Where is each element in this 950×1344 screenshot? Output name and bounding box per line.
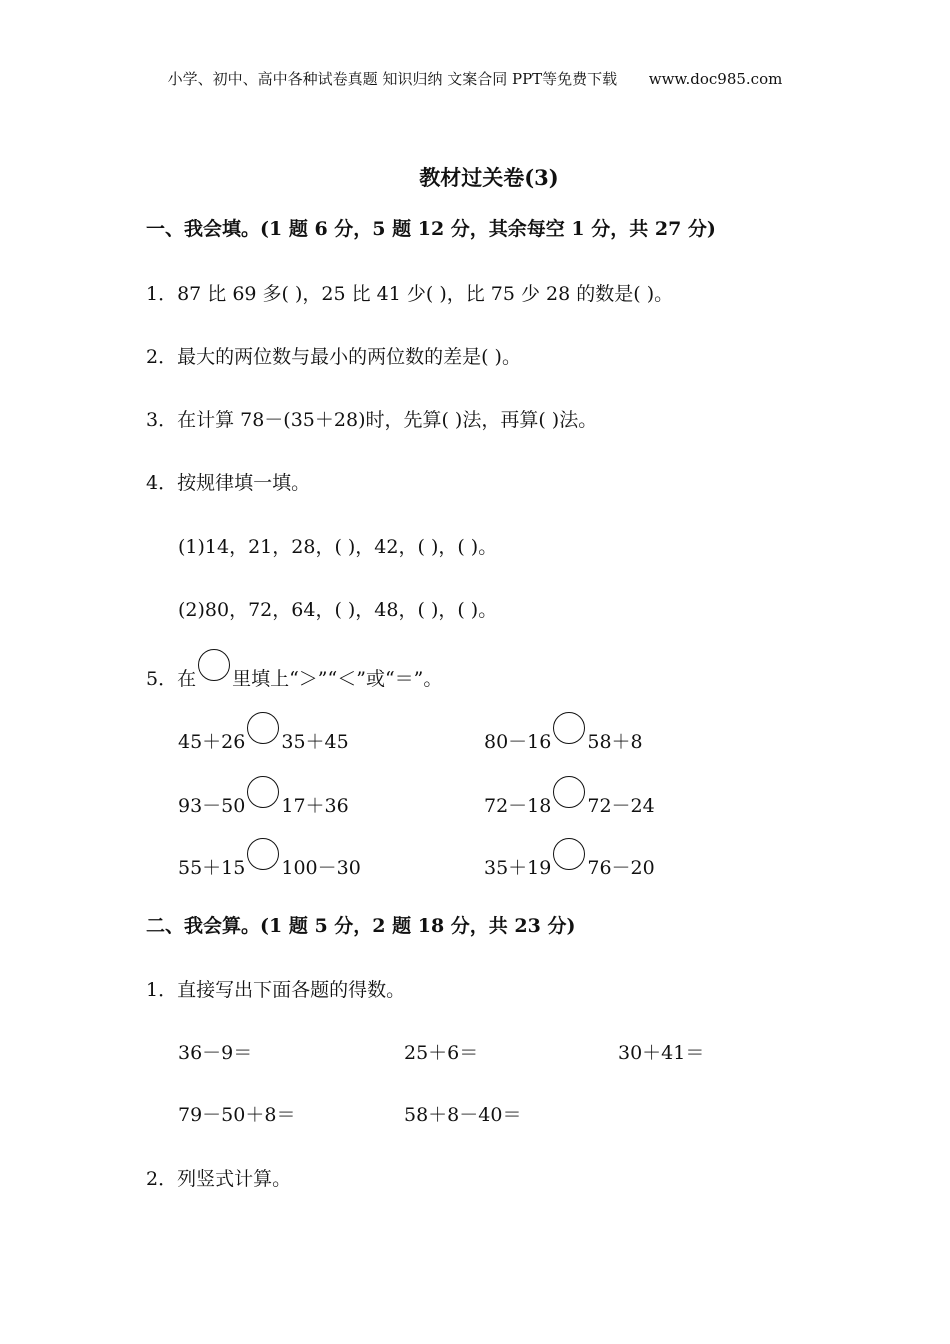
question-1-4-part2: (2)80，72，64，( )，48，( )，( )。: [178, 599, 498, 621]
calc-item: 58＋8－40＝: [404, 1104, 522, 1126]
question-1-4-part1: (1)14，21，28，( )，42，( )，( )。: [178, 536, 498, 558]
compare-right: 72－24: [587, 795, 655, 817]
compare-left: 35＋19: [484, 857, 552, 879]
compare-left: 72－18: [484, 795, 552, 817]
answer-circle[interactable]: [553, 776, 585, 808]
compare-item: [178, 846, 361, 880]
compare-item: [484, 784, 655, 818]
calc-item: 30＋41＝: [618, 1042, 705, 1064]
compare-left: 93－50: [178, 795, 246, 817]
page-header: [0, 68, 950, 89]
question-1-1: 1．87 比 69 多( )，25 比 41 少( )，比 75 少 28 的数是( )。: [146, 283, 674, 305]
section2-heading: 二、我会算。(1 题 5 分，2 题 18 分，共 23 分): [146, 915, 576, 937]
question-2-1: 1．直接写出下面各题的得数。: [146, 979, 406, 1001]
question-1-4: 4．按规律填一填。: [146, 472, 311, 494]
compare-left: 55＋15: [178, 857, 246, 879]
answer-circle[interactable]: [247, 776, 279, 808]
calc-item: 36－9＝: [178, 1042, 253, 1064]
question-1-5-prefix: 5．在: [146, 668, 197, 690]
question-1-5: [146, 657, 442, 691]
answer-circle: [198, 649, 230, 681]
compare-right: 76－20: [587, 857, 655, 879]
question-1-2: 2．最大的两位数与最小的两位数的差是( )。: [146, 346, 521, 368]
question-1-5-suffix: 里填上“＞”“＜”或“＝”。: [232, 668, 443, 690]
compare-right: 58＋8: [587, 731, 643, 753]
compare-item: [484, 720, 643, 754]
compare-right: 100－30: [281, 857, 361, 879]
answer-circle[interactable]: [553, 712, 585, 744]
answer-circle[interactable]: [553, 838, 585, 870]
page-title: 教材过关卷(3): [419, 165, 559, 190]
calc-item: 25＋6＝: [404, 1042, 479, 1064]
compare-item: [178, 720, 349, 754]
compare-item: [484, 846, 655, 880]
header-text: 小学、初中、高中各种试卷真题 知识归纳 文案合同 PPT等免费下载: [167, 70, 618, 88]
question-2-2: 2．列竖式计算。: [146, 1168, 292, 1190]
compare-left: 80－16: [484, 731, 552, 753]
header-site: www.doc985.com: [648, 70, 783, 88]
compare-item: [178, 784, 349, 818]
answer-circle[interactable]: [247, 712, 279, 744]
compare-right: 17＋36: [281, 795, 349, 817]
calc-item: 79－50＋8＝: [178, 1104, 296, 1126]
section1-heading: 一、我会填。(1 题 6 分，5 题 12 分，其余每空 1 分，共 27 分): [146, 218, 716, 240]
compare-right: 35＋45: [281, 731, 349, 753]
answer-circle[interactable]: [247, 838, 279, 870]
question-1-3: 3．在计算 78－(35＋28)时，先算( )法，再算( )法。: [146, 409, 598, 431]
compare-left: 45＋26: [178, 731, 246, 753]
